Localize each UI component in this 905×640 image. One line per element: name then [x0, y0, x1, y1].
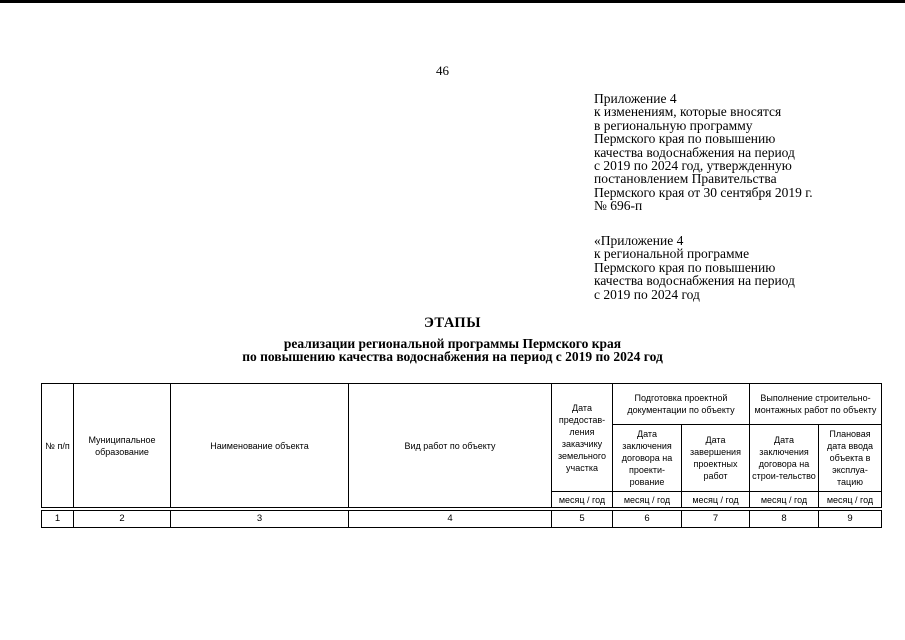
header-construction-group: Выполнение строительно-монтажных работ по объекту	[750, 384, 882, 425]
unit-cell: месяц / год	[750, 492, 819, 508]
appendix-program-block	[594, 234, 894, 301]
appendix-line: «Приложение 4	[594, 233, 684, 248]
stages-table	[41, 383, 882, 528]
appendix-line: с 2019 по 2024 год, утвержденную	[594, 158, 792, 174]
appendix-line: качества водоснабжения на период	[594, 144, 795, 160]
document-subtitle-line-2: по повышению качества водоснабжения на период с 2019 по 2024 год	[242, 349, 663, 364]
appendix-amendment-block	[594, 92, 894, 213]
appendix-line: Приложение 4	[594, 91, 677, 106]
unit-cell: месяц / год	[819, 492, 882, 508]
page-number: 46	[436, 63, 449, 78]
header-commissioning: Плановая дата ввода объекта в эксплуа-тацию	[819, 425, 882, 492]
column-number-cell: 3	[171, 511, 349, 528]
column-number-cell: 8	[750, 511, 819, 528]
appendix-line: качества водоснабжения на период	[594, 273, 795, 289]
appendix-line: № 696-п	[594, 198, 643, 214]
header-municipality: Муниципальное образование	[74, 384, 171, 508]
document-heading: ЭТАПЫ	[424, 315, 481, 331]
header-land-date: Дата предостав-ления заказчику земельного участка	[552, 384, 613, 492]
header-works: Вид работ по объекту	[349, 384, 552, 508]
header-construction-contract: Дата заключения договора на строи-тельство	[750, 425, 819, 492]
appendix-line: с 2019 по 2024 год	[594, 286, 700, 302]
unit-cell: месяц / год	[552, 492, 613, 508]
header-design-contract: Дата заключения договора на проекти-рование	[613, 425, 682, 492]
column-number-cell: 9	[819, 511, 882, 528]
appendix-line: Пермского края по повышению	[594, 259, 776, 275]
header-object: Наименование объекта	[171, 384, 349, 508]
appendix-line: Пермского края по повышению	[594, 131, 776, 147]
appendix-line: к изменениям, которые вносятся	[594, 104, 782, 120]
appendix-line: Пермского края от 30 сентября 2019 г.	[594, 184, 813, 200]
column-number-cell: 1	[42, 511, 74, 528]
header-design-completion: Дата завершения проектных работ	[682, 425, 750, 492]
column-number-cell: 2	[74, 511, 171, 528]
column-number-cell: 4	[349, 511, 552, 528]
header-design-group: Подготовка проектной документации по объекту	[613, 384, 750, 425]
column-number-cell: 7	[682, 511, 750, 528]
header-num: № п/п	[42, 384, 74, 508]
unit-cell: месяц / год	[682, 492, 750, 508]
column-number-cell: 5	[552, 511, 613, 528]
column-number-cell: 6	[613, 511, 682, 528]
appendix-line: к региональной программе	[594, 246, 750, 262]
top-border-line	[0, 0, 905, 3]
appendix-line: постановлением Правительства	[594, 171, 777, 187]
document-subtitle-line-1: реализации региональной программы Пермского края	[283, 336, 622, 351]
unit-cell: месяц / год	[613, 492, 682, 508]
appendix-line: в региональную программу	[594, 117, 753, 133]
